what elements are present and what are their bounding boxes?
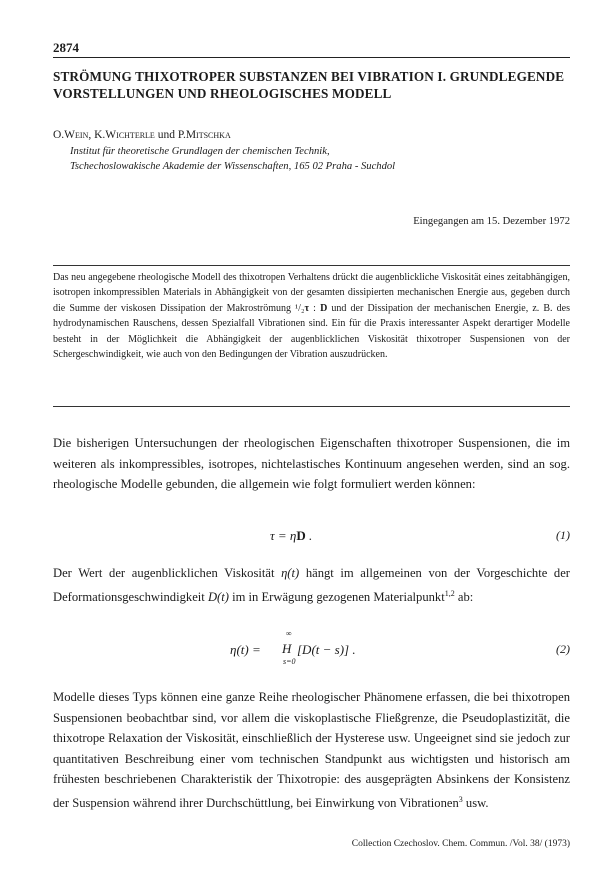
eq1-lhs: τ = η [270,528,297,543]
author-wichterle: K.Wichterle [94,129,155,141]
author-sep: und [154,129,178,141]
affiliation-line: Tschechoslowakische Akademie der Wissenschaften, 165 02 Praha - Suchdol [70,161,396,172]
p3-text: usw. [462,795,489,810]
equation-1 [270,528,312,544]
eq2-lower-limit: s=0 [283,657,296,666]
article-title: STRÖMUNG THIXOTROPER SUBSTANZEN BEI VIBRATION I. GRUNDLEGENDE VORSTELLUNGEN UND RHEOLOGISCHES MODELL [53,69,565,101]
header-rule [53,57,570,58]
eq1-D: D [296,528,306,543]
eq2-upper-limit: ∞ [286,629,292,638]
abstract-colon: : [309,302,321,314]
affiliation-line: Institut für theoretische Grundlagen der chemischen Technik, [70,146,330,157]
affiliation [70,144,570,174]
authors [53,129,231,141]
abstract-D: D [320,302,328,314]
journal-footer: Collection Czechoslov. Chem. Commun. /Vol. 38/ (1973) [351,839,570,849]
p2-text: hängt im allgemeinen von der Vorgeschichte der Deformationsgeschwindigkeit [53,566,570,604]
paragraph-1: Die bisherigen Untersuchungen der rheologischen Eigenschaften thixotroper Suspensionen, die im weiteren als inkompressibles, isotropes, nichtelastisches Kontinuum angesehen werden, sind an sog. rheologische Modelle gebunden, die allgemein wie folgt formuliert werden können: [53,436,570,491]
received-date: Eingegangen am 15. Dezember 1972 [413,216,570,227]
eq2-lhs: η(t) = [230,642,261,657]
page-number: 2874 [53,40,79,55]
abstract [53,270,570,362]
p3-ref: 3 [458,794,463,804]
eq2-argument: [D(t − s)] . [297,642,356,657]
p2-D: D(t) [207,589,229,604]
abstract-text: und der Dissipation der mechanischen Energie, z. B. des hydrodynamischen Rauschens, dessen Spezialfall Vibrationen sind. Ein für die Praxis interessanter Aspekt derartiger Modelle besteht in der Möglichkeit die Abhängigkeit der augenblicklichen Viskosität thixotroper Suspensionen von der Schergeschwindigkeit, wie auch von den Bedingungen der Vibration auszudrücken. [53,302,571,361]
abstract-tau: τ [304,302,310,314]
p2-text: im in Erwägung gezogenen Materialpunkt [228,589,445,604]
p2-eta: η(t) [281,566,300,580]
author-wein: O.Wein [53,129,89,141]
author-sep: , [88,129,95,141]
equation-2-number: (2) [556,642,570,656]
eq1-dot: . [305,528,313,543]
p3-text: Modelle dieses Typs können eine ganze Reihe rheologischer Phänomene erfassen, die bei thixotropen Suspensionen beobachtbar sind, vor allem die viskoplastische Fließgrenze, die Pseudoplastizität, die thixotrope Relaxation der Viskosität, einschließlich der Hysterese usw. Ungeeignet sind sie jedoch zur quantitativen Beschreibung einer vom technischen Standpunkt aus wichtigsten und historisch am frühesten beschriebenen Charakteristik der Thixotropie: des ausgeprägten Absinkens der Konsistenz der Suspension während ihrer Durchschüttlung, bei Einwirkung von Vibrationen [53,690,570,810]
author-mitschka: P.Mitschka [177,129,231,141]
abstract-text: Das neu angegebene rheologische Modell des thixotropen Verhaltens drückt die augenblickliche Viskosität eines zeitabhängigen, isotropen inkompressiblen Materials in Abhängigkeit von der gesamten dissipierten mechanischen Energie aus, gegeben durch die Summe der viskosen Dissipation der Makroströmung [53,272,570,314]
p2-text: Der Wert der augenblicklichen Viskosität [53,566,282,580]
equation-1-number: (1) [556,528,570,542]
p2-text: ab: [454,589,474,604]
p2-ref: 1,2 [444,588,455,598]
abstract-fraction: ¹/₂ [295,302,305,314]
paragraph-2 [53,563,570,607]
paragraph-3 [53,687,570,813]
eq2-operator: H [282,641,292,656]
